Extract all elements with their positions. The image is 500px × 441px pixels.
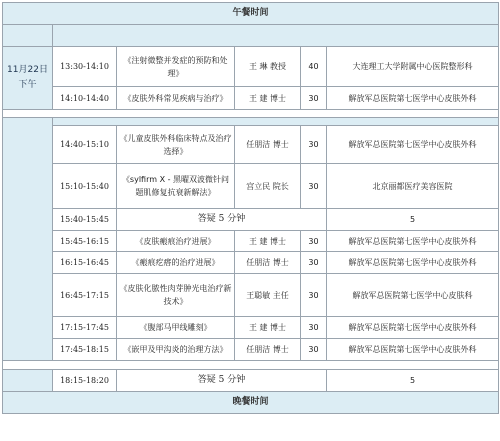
topic-cell: 《sylfirm X - 黑曜双波微针问题肌修复抗衰新解法》 — [117, 164, 235, 209]
topic-cell: 《皮肤外科常见疾病与治疗》 — [117, 87, 235, 110]
affiliation-cell: 北京丽都医疗美容医院 — [327, 164, 499, 209]
speaker-cell: 王聪敏 主任 — [235, 274, 301, 317]
date-column-shade — [3, 118, 53, 361]
session1-spacer-row — [3, 25, 499, 47]
time-cell: 15:45-16:15 — [53, 231, 117, 252]
schedule-table — [2, 2, 499, 414]
spacer-cell — [53, 25, 499, 47]
affiliation-cell: 大连理工大学附属中心医院整形科 — [327, 47, 499, 87]
affiliation-cell: 解放军总医院第七医学中心皮肤外科 — [327, 339, 499, 361]
time-cell: 17:15-17:45 — [53, 317, 117, 339]
table-row — [3, 164, 499, 209]
minutes-cell: 30 — [301, 317, 327, 339]
table-row — [3, 87, 499, 110]
minutes-cell: 30 — [301, 339, 327, 361]
affiliation-cell: 解放军总医院第七医学中心皮肤外科 — [327, 231, 499, 252]
minutes-cell: 30 — [301, 274, 327, 317]
topic-cell: 《腹部马甲线雕刻》 — [117, 317, 235, 339]
table-row — [3, 339, 499, 361]
gap-row — [3, 361, 499, 370]
qa-row — [3, 370, 499, 392]
dinner-time-header: 晚餐时间 — [3, 392, 499, 414]
minutes-cell: 30 — [301, 126, 327, 164]
speaker-cell: 王 建 博士 — [235, 231, 301, 252]
affiliation-cell: 解放军总医院第七医学中心皮肤科 — [327, 274, 499, 317]
affiliation-cell: 解放军总医院第七医学中心皮肤外科 — [327, 126, 499, 164]
time-cell: 15:10-15:40 — [53, 164, 117, 209]
speaker-cell: 宫立民 院长 — [235, 164, 301, 209]
time-cell: 15:40-15:45 — [53, 209, 117, 231]
speaker-cell: 王 琳 教授 — [235, 47, 301, 87]
dinner-header-row — [3, 392, 499, 414]
table-row — [3, 47, 499, 87]
speaker-cell: 任朋洁 博士 — [235, 252, 301, 274]
time-cell: 16:15-16:45 — [53, 252, 117, 274]
table-row — [3, 274, 499, 317]
time-cell: 17:45-18:15 — [53, 339, 117, 361]
table-row — [3, 231, 499, 252]
session2-spacer-row — [3, 118, 499, 126]
topic-cell: 《皮肤化脓性肉芽肿光电治疗新技术》 — [117, 274, 235, 317]
date-cell — [3, 47, 53, 110]
minutes-cell: 5 — [327, 370, 499, 392]
gap-row — [3, 110, 499, 118]
time-cell: 18:15-18:20 — [53, 370, 117, 392]
topic-cell: 《嵌甲及甲沟炎的治理方法》 — [117, 339, 235, 361]
qa-note: 答疑 5 分钟 — [117, 370, 327, 392]
minutes-cell: 30 — [301, 252, 327, 274]
lunch-header-row — [3, 3, 499, 25]
qa-note: 答疑 5 分钟 — [117, 209, 327, 231]
date-column-shade — [3, 370, 53, 392]
table-row — [3, 252, 499, 274]
affiliation-cell: 解放军总医院第七医学中心皮肤外科 — [327, 87, 499, 110]
period-label: 下午 — [18, 80, 37, 90]
topic-cell: 《儿童皮肤外科临床特点及治疗选择》 — [117, 126, 235, 164]
spacer-cell — [3, 25, 53, 47]
time-cell: 16:45-17:15 — [53, 274, 117, 317]
gap-cell — [3, 361, 499, 370]
speaker-cell: 任朋洁 博士 — [235, 339, 301, 361]
topic-cell: 《瘢痕疙瘩的治疗进展》 — [117, 252, 235, 274]
time-cell: 14:40-15:10 — [53, 126, 117, 164]
speaker-cell: 王 建 博士 — [235, 317, 301, 339]
minutes-cell: 30 — [301, 87, 327, 110]
minutes-cell: 30 — [301, 231, 327, 252]
minutes-cell: 40 — [301, 47, 327, 87]
time-cell: 14:10-14:40 — [53, 87, 117, 110]
gap-cell — [3, 110, 499, 118]
time-cell: 13:30-14:10 — [53, 47, 117, 87]
date-label: 11月22日 — [7, 65, 48, 75]
topic-cell: 《注射微整并发症的预防和处理》 — [117, 47, 235, 87]
speaker-cell: 任朋洁 博士 — [235, 126, 301, 164]
table-row — [3, 126, 499, 164]
spacer-cell — [53, 118, 499, 126]
table-row — [3, 317, 499, 339]
affiliation-cell: 解放军总医院第七医学中心皮肤外科 — [327, 252, 499, 274]
minutes-cell: 5 — [327, 209, 499, 231]
lunch-time-header: 午餐时间 — [3, 3, 499, 25]
topic-cell: 《皮肤瘢痕治疗进展》 — [117, 231, 235, 252]
affiliation-cell: 解放军总医院第七医学中心皮肤外科 — [327, 317, 499, 339]
minutes-cell: 30 — [301, 164, 327, 209]
qa-row — [3, 209, 499, 231]
speaker-cell: 王 建 博士 — [235, 87, 301, 110]
